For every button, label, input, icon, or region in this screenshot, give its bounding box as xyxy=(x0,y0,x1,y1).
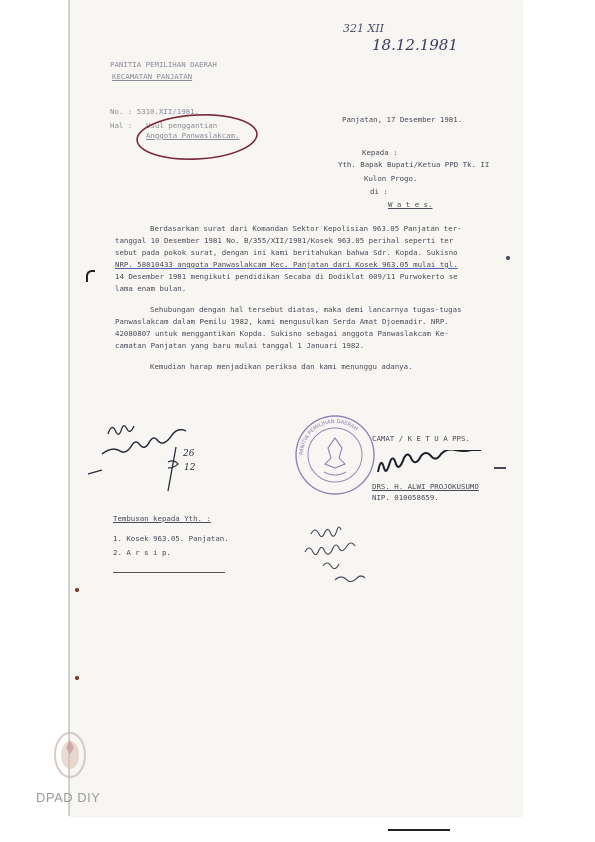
subject-line1: Usul penggantian xyxy=(146,121,218,130)
punch-mark xyxy=(75,588,79,592)
signature-scribble xyxy=(372,450,512,480)
body-p3: Kemudian harap menjadikan periksa dan kami menunggu adanya. xyxy=(150,362,413,371)
body-p2-line: 42080807 untuk menggantikan Kopda. Sukisno sebagai anggota Panwaslakcam Ke- xyxy=(115,329,449,338)
svg-text:26: 26 xyxy=(183,449,195,459)
letterhead-line2: KECAMATAN PANJATAN xyxy=(112,72,193,81)
subject-label: Hal : xyxy=(110,121,133,130)
divider xyxy=(113,572,225,573)
tembusan-item: 1. Kosek 963.05. Panjatan. xyxy=(113,534,229,543)
tembusan-item: 2. A r s i p. xyxy=(113,548,171,557)
disposition-handwriting xyxy=(80,412,205,497)
signatory-title: CAMAT / K E T U A PPS. xyxy=(372,434,470,443)
body-p2-line: Sehubungan dengan hal tersebut diatas, maka demi lancarnya tugas-tugas xyxy=(150,305,462,314)
signatory-nip: NIP. 010058659. xyxy=(372,493,439,502)
addressee-yth: Yth. Bapak Bupati/Ketua PPD Tk. II xyxy=(338,160,490,169)
reference-number: No. : 5310.XII/1981. xyxy=(110,107,199,116)
punch-mark xyxy=(75,676,79,680)
tembusan-heading: Tembusan kepada Yth. : xyxy=(113,514,211,523)
addressee-di: di : xyxy=(370,187,388,196)
svg-text:12: 12 xyxy=(184,463,196,473)
body-p2-line: Panwaslakcam dalam Pemilu 1982, kami mengusulkan Serda Amat Djoemadir. NRP. xyxy=(115,317,449,326)
signatory-name: DRS. H. ALWI PROJOKUSUMO xyxy=(372,482,479,491)
addressee-region: Kulon Progo. xyxy=(364,174,418,183)
body-p1-line: 14 Desember 1981 mengikuti pendidikan Secaba di Dodiklat 009/11 Purwokerto se xyxy=(115,272,458,281)
letterhead-line1: PANITIA PEMILIHAN DAERAH xyxy=(110,60,217,69)
dpad-watermark-text: DPAD DIY xyxy=(36,790,101,805)
body-p1-line: lama enam bulan. xyxy=(115,284,187,293)
addressee-kepada: Kepada : xyxy=(362,148,398,157)
margin-mark xyxy=(86,270,95,282)
official-stamp xyxy=(290,410,380,500)
ink-mark xyxy=(506,256,510,260)
stamp-text: PANITIA PEMILIHAN DAERAH xyxy=(298,418,359,456)
dpad-logo-watermark xyxy=(49,728,91,782)
bottom-edge-mark xyxy=(388,829,450,831)
body-p1-line: sebut pada pokok surat, dengan ini kami beritahukan bahwa Sdr. Kopda. Sukisno xyxy=(115,248,458,257)
subject-line2: Anggota Panwaslakcam. xyxy=(146,131,240,140)
body-p2-line: camatan Panjatan yang baru mulai tanggal 1 Januari 1982. xyxy=(115,341,365,350)
annotation-date: 18.12.1981 xyxy=(372,36,458,54)
body-p1-line: tanggal 10 Desember 1981 No. B/355/XII/1981/Kosek 963.05 perihal seperti ter xyxy=(115,236,454,245)
handwritten-note xyxy=(295,512,405,587)
addressee-city: W a t e s. xyxy=(388,200,433,209)
place-date: Panjatan, 17 Desember 1981. xyxy=(342,115,463,124)
subject-circle-mark xyxy=(134,110,260,164)
body-p1-line: NRP. 58010433 anggota Panwaslakcam Kec. Panjatan dari Kosek 963.05 mulai tgl. xyxy=(115,260,458,269)
body-p1-line: Berdasarkan surat dari Komandan Sektor Kepolisian 963.05 Panjatan ter- xyxy=(150,224,462,233)
annotation-agenda-number: 321 XII xyxy=(343,22,385,35)
